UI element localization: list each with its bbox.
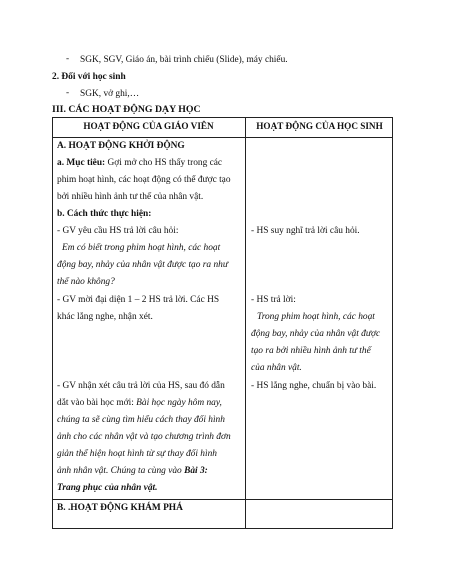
goal-text-2: phim hoạt hình, các hoạt động có thể được tạo (57, 175, 231, 185)
student-step-3: - HS lắng nghe, chuẩn bị vào bài. (251, 381, 377, 391)
teacher-step-3-line-1: - GV nhận xét câu trả lời của HS, sau đó dẫn (57, 381, 225, 391)
teacher-step-3-line-6 (57, 465, 208, 477)
teacher-step-2-line-2: khác lắng nghe, nhận xét. (57, 312, 153, 322)
student-materials-item: SGK, vở ghi,… (80, 89, 140, 99)
teacher-materials-item: SGK, SGV, Giáo án, bài trình chiếu (Slide), máy chiếu. (80, 55, 288, 65)
student-answer-line-1: Trong phim hoạt hình, các hoạt (257, 312, 375, 322)
teacher-step-3-intro: dắt vào bài học mới: (57, 398, 134, 408)
goal-line-1 (57, 157, 241, 169)
question-line-3: thế nào không? (57, 277, 115, 287)
section-title: III. CÁC HOẠT ĐỘNG DẠY HỌC (52, 104, 201, 115)
method-label: b. Cách thức thực hiện: (57, 209, 152, 219)
student-answer-line-2: động bay, nhảy của nhân vật được (251, 329, 381, 339)
student-answer-line-4: của nhân vật. (251, 363, 302, 373)
bullet-dash: - (66, 54, 70, 64)
question-line-1: Em có biết trong phim hoạt hình, các hoạt (62, 243, 221, 253)
teacher-step-3-line-5: giản thể hiện hoạt hình từ sự thay đổi hình (57, 449, 217, 459)
col-header-teacher: HOẠT ĐỘNG CỦA GIÁO VIÊN (83, 121, 214, 131)
student-step-1: - HS suy nghĩ trả lời câu hỏi. (251, 226, 360, 236)
lesson-number: Bài 3: (184, 466, 208, 476)
teacher-step-3-quote-start: Bài học ngày hôm nay, (136, 398, 222, 408)
lesson-title: Trang phục của nhân vật. (57, 483, 158, 493)
teacher-step-3-line-4: ảnh cho các nhân vật và tạo chương trình đơn (57, 432, 231, 442)
bullet-dash: - (66, 88, 70, 98)
question-line-2: động bay, nhảy của nhân vật được tạo ra như (57, 260, 228, 270)
student-step-2: - HS trả lời: (251, 295, 296, 305)
student-answer-line-3: tạo ra bởi nhiều hình ảnh tư thế (251, 346, 371, 356)
part-a-heading: A. HOẠT ĐỘNG KHỞI ĐỘNG (57, 141, 185, 151)
teacher-step-3-line-6-text: ảnh nhân vật. Chúng ta cùng vào (57, 466, 182, 476)
goal-text-3: bởi nhiều hình ảnh tư thế của nhân vật. (57, 192, 204, 202)
teacher-step-3-line-2 (57, 397, 222, 409)
col-header-student: HOẠT ĐỘNG CỦA HỌC SINH (256, 121, 383, 131)
table-header-divider (52, 137, 393, 138)
teacher-step-2-line-1: - GV mời đại diện 1 – 2 HS trả lời. Các HS (57, 295, 220, 305)
goal-text-1: Gợi mở cho HS thấy trong các (107, 158, 223, 168)
goal-label: a. Mục tiêu: (57, 158, 106, 168)
teacher-step-3-line-3: chúng ta sẽ cùng tìm hiểu cách thay đổi hình (57, 415, 225, 425)
table-row-divider (52, 499, 393, 500)
teacher-step-1: - GV yêu cầu HS trả lời câu hỏi: (57, 226, 179, 236)
student-materials-heading: 2. Đối với học sinh (52, 72, 126, 82)
part-b-heading: B. .HOẠT ĐỘNG KHÁM PHÁ (57, 503, 183, 513)
table-column-divider (245, 117, 246, 529)
